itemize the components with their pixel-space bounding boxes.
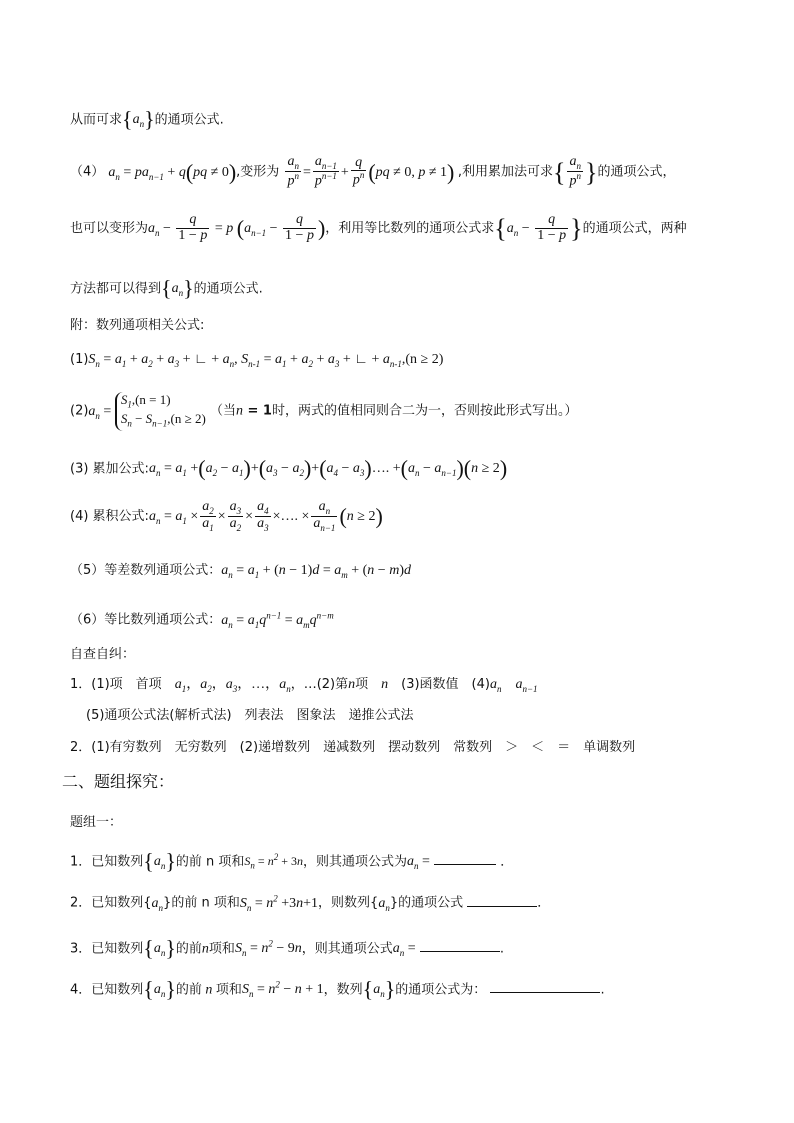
formula-1: $(1)S_n = a_1 + a_2 + a_3$ + ∟ + $a_n$, $S_{n-1} = a_1 + a_2 + a_3$ + ∟ + $a_{n-1},(n \ge 2)$ xyxy=(70,352,444,369)
answer-2: 2．(1)有穷数列 无穷数列 (2)递增数列 递减数列 摆动数列 常数列 ＞ ＜ ＝ 单调数列 xyxy=(70,740,636,755)
appendix-heading: 附：数列通项相关公式: xyxy=(70,318,205,333)
text-line-3: 也可以变形为$a_n$ − $\frac{q}{1 - p}$ = p ($a_{n-1}$ − $\frac{q}{1 - p}$ )，利用等比数列的通项公式求{$a_n$ − $\frac{q}{1 - p}$ }的通项公式，两种 xyxy=(70,212,687,244)
text-line-2: （4） $a_n = pa_{n-1} + q(pq \ne 0)$,变形为 $\frac{a_n}{p^n}$ = $\frac{a_{n-1}}{p^{n-1}}$ + $\frac{q}{p^n}$ (pq ≠ 0, p ≠ 1) ,利用累加法可求{ $\frac{a_n}{p^n}$ }的通项公式， xyxy=(70,154,676,189)
formula-geometric-transform: $a_n$ − $\frac{q}{1 - p}$ = p ($a_{n-1}$ − $\frac{q}{1 - p}$ ) xyxy=(148,212,326,244)
section-heading: 二、题组探究： xyxy=(62,772,175,791)
group-heading: 题组一： xyxy=(70,815,123,830)
question-4: 4．已知数列$\{a_n\}$的前 n 项和$S_n = n^2 - n + 1$，数列$\{a_n\}$的通项公式为： . xyxy=(70,977,605,1002)
answer-blank-3[interactable] xyxy=(420,939,500,952)
self-check-heading: 自查自纠： xyxy=(70,647,136,662)
answer-1-line2: (5)通项公式法(解析式法) 列表法 图象法 递推公式法 xyxy=(86,708,414,723)
question-1: 1．已知数列$\{a_n\}$的前 n 项和$S_n = n^2 + 3n$，则其通项公式为$a_n$ = ． xyxy=(70,849,514,874)
answer-blank-2[interactable] xyxy=(467,894,537,907)
formula-3: (3) 累加公式$:a_n = a_1 +(a_2 - a_1)+(a_3 - a_2)+(a_4$ − $a_3)\dots$. $+(a_n - a_{n-1})(n \ge 2)$ xyxy=(70,456,508,481)
question-3: 3．已知数列$\{a_n\}$的前n项和$S_n = n^2 - 9n$，则其通项公式$a_n$ = . xyxy=(70,936,504,961)
formula-4: (4) 累积公式$:a_n = a_1$ × $\frac{a_2}{a_1}$ × $\frac{a_3}{a_2}$ × $\frac{a_4}{a_3}$ ×…. × $\frac{a_n}{a_{n-1}}$ (n ≥ 2) xyxy=(70,499,383,534)
formula-5: （5）等差数列通项公式：$a_n = a_1 + (n - 1)d = a_m + (n - m)d$ xyxy=(70,563,411,580)
answer-blank-4[interactable] xyxy=(490,980,600,993)
formula-2: $(2)a_n$ = $S_1,(n = 1)$ $S_n - S_{n-1},(n \ge 2)$ （当n = 1时，两式的值相同则合二为一，否则按此形式写出。） xyxy=(70,392,578,429)
text-line-4: 方法都可以得到$\{a_n\}$的通项公式. xyxy=(70,276,263,301)
answer-blank-1[interactable] xyxy=(434,852,496,865)
formula-recurrence: $a_n = pa_{n-1} + q(pq \ne 0)$ xyxy=(108,159,237,185)
answer-1: 1．(1)项 首项 $a_1$，$a_2$，$a_3$，…，$a_n$，…(2)第n项 n (3)函数值 $(4)a_n$ $a_{n-1}$ xyxy=(70,677,538,694)
formula-6: （6）等比数列通项公式：$a_n = a_1q^{n-1} = a_mq^{n-m}$ xyxy=(70,610,334,630)
question-2: 2．已知数列$\{a_n\}$的前 n 项和$S_n = n^2 +3n+1$，则数列$\{a_n\}$的通项公式 ． xyxy=(70,893,551,913)
text-line-1: 从而可求$\{a_n\}$的通项公式. xyxy=(70,107,224,132)
formula-transform: $\frac{a_n}{p^n}$ = $\frac{a_{n-1}}{p^{n-1}}$ + $\frac{q}{p^n}$ (pq ≠ 0, p ≠ 1) xyxy=(287,154,455,189)
